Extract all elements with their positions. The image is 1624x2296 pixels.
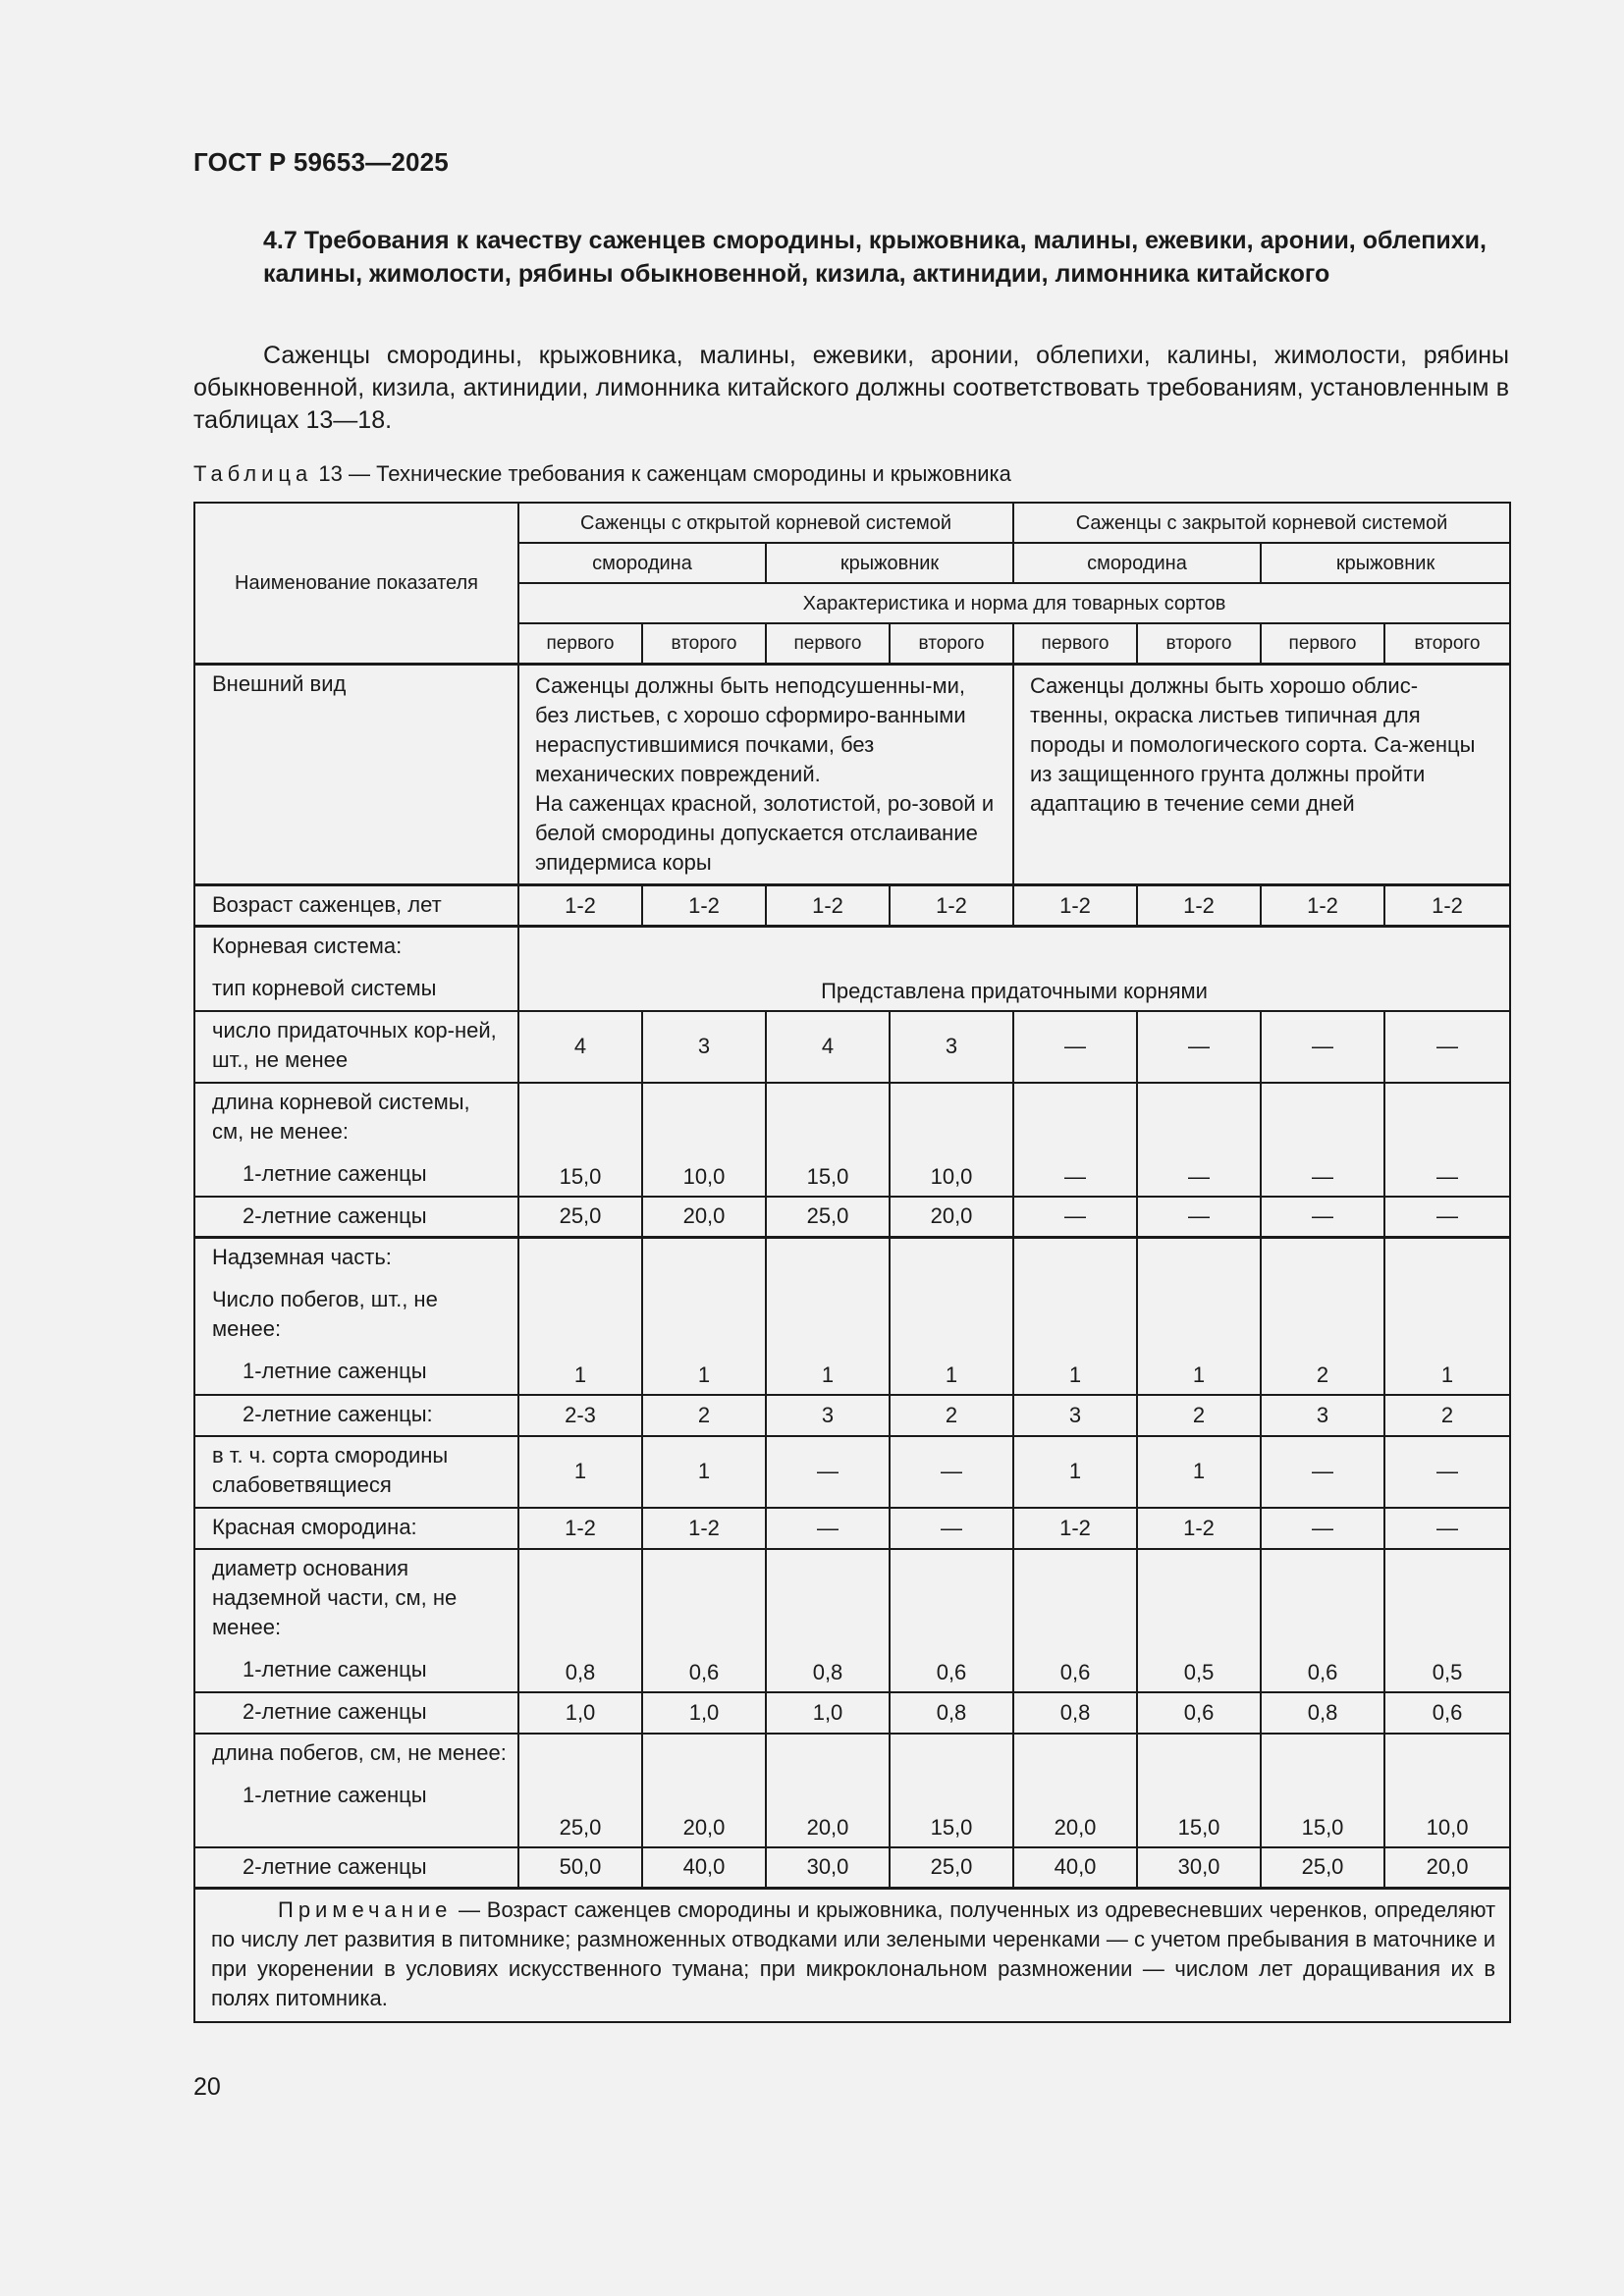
value-cell: —: [766, 1436, 890, 1508]
header-currant-open: смородина: [518, 543, 766, 583]
row-root-length-1y: [194, 1083, 1510, 1197]
value-cell: —: [1013, 1011, 1137, 1083]
label-length-1y: 1-летние саженцы: [243, 1782, 427, 1807]
value-cell: —: [766, 1508, 890, 1549]
value-cell: 15,0: [890, 1734, 1013, 1847]
header-name-column: Наименование показателя: [194, 503, 518, 665]
value-cell: —: [1384, 1508, 1510, 1549]
header-gooseberry-open: крыжовник: [766, 543, 1013, 583]
value-cell: —: [1261, 1436, 1384, 1508]
label-shoots-2y: 2-летние саженцы:: [194, 1395, 518, 1436]
value-cell: 2: [1137, 1395, 1261, 1436]
value-cell: —: [1261, 1011, 1384, 1083]
note-text: — Возраст саженцев смородины и крыжовника, полученных из одревесневших черенков, определяют по числу лет развития в питомнике; размноженных отводками или зелеными черенками — с учетом пребывания в маточнике и при укоренении в условиях искусственного тумана; при микроклональном размножении — числом лет доращивания их в полях питомника.: [211, 1897, 1496, 2010]
row-shoots-2y: [194, 1395, 1510, 1436]
header-row-1: [194, 503, 1510, 543]
table-note: [194, 1889, 1510, 2023]
value-cell: 25,0: [1261, 1847, 1384, 1889]
value-cell: 0,8: [890, 1692, 1013, 1734]
header-grade: первого: [518, 623, 642, 665]
value-cell: 40,0: [1013, 1847, 1137, 1889]
value-cell: 25,0: [766, 1197, 890, 1238]
value-cell: 1-2: [642, 885, 766, 927]
value-cell: 20,0: [642, 1197, 766, 1238]
value-cell: 1: [642, 1436, 766, 1508]
value-cell: 4: [766, 1011, 890, 1083]
value-cell: 0,6: [1261, 1549, 1384, 1692]
label-length-2y: 2-летние саженцы: [194, 1847, 518, 1889]
value-cell: 1: [642, 1238, 766, 1395]
value-cell: —: [1013, 1083, 1137, 1197]
label-weak-branching: в т. ч. сорта смородины слабоветвящиеся: [194, 1436, 518, 1508]
row-shoots-1y: [194, 1238, 1510, 1395]
intro-paragraph: Саженцы смородины, крыжовника, малины, ежевики, аронии, облепихи, калины, жимолости, рябины обыкновенной, кизила, актинидии, лимонника китайского должны соответствовать требованиям, установленным в таблицах 13—18.: [193, 342, 1509, 434]
value-cell: 1-2: [1013, 885, 1137, 927]
label-shoots: Число побегов, шт., не менее:: [212, 1287, 438, 1341]
row-diameter-1y: [194, 1549, 1510, 1692]
header-grade: второго: [642, 623, 766, 665]
label-root-system-heading: Корневая система:: [212, 934, 403, 958]
label-diameter-2y: 2-летние саженцы: [194, 1692, 518, 1734]
label-above-ground: [194, 1238, 518, 1395]
value-cell: 15,0: [766, 1083, 890, 1197]
value-cell: 1-2: [1137, 885, 1261, 927]
label-diameter-heading: диаметр основания надземной части, см, не менее:: [212, 1555, 458, 1639]
value-cell: 1: [1013, 1238, 1137, 1395]
label-shoots-1y: 1-летние саженцы: [243, 1359, 427, 1383]
header-closed-root: Саженцы с закрытой корневой системой: [1013, 503, 1510, 543]
header-grade: первого: [766, 623, 890, 665]
value-cell: 1-2: [1261, 885, 1384, 927]
appearance-open-text-1: Саженцы должны быть неподсушенны-ми, без листьев, с хорошо сформиро-ванными нераспустившимися почками, без механических повреждений.: [535, 673, 966, 786]
value-cell: 1-2: [890, 885, 1013, 927]
value-cell: 0,6: [890, 1549, 1013, 1692]
value-cell: 1-2: [518, 885, 642, 927]
label-root-type: тип корневой системы: [212, 976, 437, 1000]
value-cell: 0,8: [1013, 1692, 1137, 1734]
value-cell: 1-2: [1013, 1508, 1137, 1549]
value-cell: 20,0: [1013, 1734, 1137, 1847]
value-cell: 1-2: [518, 1508, 642, 1549]
row-root-length-2y: [194, 1197, 1510, 1238]
value-cell: —: [1384, 1083, 1510, 1197]
value-cell: —: [890, 1508, 1013, 1549]
value-cell: —: [1384, 1436, 1510, 1508]
value-cell: 1,0: [766, 1692, 890, 1734]
row-root-type: [194, 927, 1510, 1011]
header-gooseberry-closed: крыжовник: [1261, 543, 1510, 583]
value-cell: 15,0: [1261, 1734, 1384, 1847]
value-cell: 20,0: [642, 1734, 766, 1847]
value-cell: 3: [766, 1395, 890, 1436]
value-cell: —: [1384, 1011, 1510, 1083]
value-cell: 3: [890, 1011, 1013, 1083]
appearance-closed-text: Саженцы должны быть хорошо облис-твенны, окраска листьев типичная для породы и помологического сорта. Са-женцы из защищенного грунта должны пройти адаптацию в течение семи дней: [1013, 665, 1510, 885]
value-cell: —: [1261, 1508, 1384, 1549]
header-grade: первого: [1261, 623, 1384, 665]
value-cell: 3: [642, 1011, 766, 1083]
value-cell: 1: [766, 1238, 890, 1395]
header-characteristic: Характеристика и норма для товарных сортов: [518, 583, 1510, 623]
table-caption-text: 13 — Технические требования к саженцам смородины и крыжовника: [318, 461, 1011, 486]
value-cell: 2-3: [518, 1395, 642, 1436]
value-cell: 1: [518, 1436, 642, 1508]
row-red-currant: [194, 1508, 1510, 1549]
value-cell: 1: [890, 1238, 1013, 1395]
value-cell: —: [1137, 1083, 1261, 1197]
root-type-value: Представлена придаточными корнями: [518, 927, 1510, 1011]
value-cell: 1: [1384, 1238, 1510, 1395]
value-cell: 3: [1013, 1395, 1137, 1436]
header-currant-closed: смородина: [1013, 543, 1261, 583]
value-cell: 30,0: [1137, 1847, 1261, 1889]
value-cell: 1-2: [766, 885, 890, 927]
row-note: [194, 1889, 1510, 2023]
value-cell: 0,6: [1384, 1692, 1510, 1734]
row-length-1y: [194, 1734, 1510, 1847]
document-id-header: ГОСТ Р 59653—2025: [193, 147, 449, 177]
label-red-currant: Красная смородина:: [194, 1508, 518, 1549]
row-diameter-2y: [194, 1692, 1510, 1734]
label-root-length: [194, 1083, 518, 1197]
row-weak-branching: [194, 1436, 1510, 1508]
value-cell: 20,0: [1384, 1847, 1510, 1889]
value-cell: 15,0: [518, 1083, 642, 1197]
appearance-open-text-2: На саженцах красной, золотистой, ро-зовой и белой смородины допускается отслаивание эпидермиса коры: [535, 791, 995, 875]
header-grade: первого: [1013, 623, 1137, 665]
label-diameter: [194, 1549, 518, 1692]
label-appearance: Внешний вид: [194, 665, 518, 885]
value-cell: 30,0: [766, 1847, 890, 1889]
value-cell: 10,0: [890, 1083, 1013, 1197]
value-cell: 1-2: [1384, 885, 1510, 927]
section-title: 4.7 Требования к качеству саженцев смородины, крыжовника, малины, ежевики, аронии, облепихи, калины, жимолости, рябины обыкновенной, кизила, актинидии, лимонника китайского: [263, 227, 1487, 288]
label-diameter-1y: 1-летние саженцы: [243, 1656, 427, 1682]
value-cell: 2: [642, 1395, 766, 1436]
value-cell: —: [1261, 1197, 1384, 1238]
table-caption-label: Таблица: [193, 461, 313, 486]
value-cell: 1: [1137, 1436, 1261, 1508]
value-cell: 1,0: [518, 1692, 642, 1734]
label-root-count: число придаточных кор-ней, шт., не менее: [194, 1011, 518, 1083]
value-cell: 20,0: [890, 1197, 1013, 1238]
value-cell: 0,8: [766, 1549, 890, 1692]
value-cell: 25,0: [890, 1847, 1013, 1889]
value-cell: 25,0: [518, 1197, 642, 1238]
value-cell: 0,8: [518, 1549, 642, 1692]
value-cell: —: [1384, 1197, 1510, 1238]
value-cell: —: [1013, 1197, 1137, 1238]
page-number: 20: [193, 2073, 221, 2101]
value-cell: 1,0: [642, 1692, 766, 1734]
value-cell: 0,5: [1137, 1549, 1261, 1692]
value-cell: 25,0: [518, 1734, 642, 1847]
label-above-ground-heading: Надземная часть:: [212, 1245, 392, 1269]
label-root-1y: 1-летние саженцы: [243, 1160, 427, 1186]
value-cell: —: [1137, 1197, 1261, 1238]
value-cell: 15,0: [1137, 1734, 1261, 1847]
header-grade: второго: [1137, 623, 1261, 665]
row-root-count: [194, 1011, 1510, 1083]
value-cell: 2: [1384, 1395, 1510, 1436]
header-grade: второго: [1384, 623, 1510, 665]
value-cell: 10,0: [1384, 1734, 1510, 1847]
label-shoot-length-heading: длина побегов, см, не менее:: [212, 1739, 507, 1765]
value-cell: 1-2: [642, 1508, 766, 1549]
label-root-length-heading: длина корневой системы, см, не менее:: [212, 1089, 470, 1144]
value-cell: 0,6: [642, 1549, 766, 1692]
value-cell: 10,0: [642, 1083, 766, 1197]
value-cell: 4: [518, 1011, 642, 1083]
value-cell: 20,0: [766, 1734, 890, 1847]
appearance-open-text: [518, 665, 1013, 885]
value-cell: 0,6: [1137, 1692, 1261, 1734]
value-cell: —: [1261, 1083, 1384, 1197]
value-cell: 1: [518, 1238, 642, 1395]
value-cell: 2: [890, 1395, 1013, 1436]
value-cell: 50,0: [518, 1847, 642, 1889]
label-age: Возраст саженцев, лет: [194, 885, 518, 927]
label-root-2y: 2-летние саженцы: [194, 1197, 518, 1238]
value-cell: —: [1137, 1011, 1261, 1083]
note-label: Примечание: [278, 1897, 453, 1922]
header-open-root: Саженцы с открытой корневой системой: [518, 503, 1013, 543]
header-grade: второго: [890, 623, 1013, 665]
label-root-system: [194, 927, 518, 1011]
value-cell: 1: [1013, 1436, 1137, 1508]
value-cell: 0,6: [1013, 1549, 1137, 1692]
value-cell: 40,0: [642, 1847, 766, 1889]
row-age: [194, 885, 1510, 927]
value-cell: —: [890, 1436, 1013, 1508]
row-appearance: [194, 665, 1510, 885]
row-length-2y: [194, 1847, 1510, 1889]
value-cell: 3: [1261, 1395, 1384, 1436]
label-shoot-length: [194, 1734, 518, 1847]
value-cell: 1-2: [1137, 1508, 1261, 1549]
requirements-table: [193, 502, 1511, 2023]
value-cell: 0,8: [1261, 1692, 1384, 1734]
value-cell: 0,5: [1384, 1549, 1510, 1692]
value-cell: 1: [1137, 1238, 1261, 1395]
table-caption: [193, 461, 1011, 487]
value-cell: 2: [1261, 1238, 1384, 1395]
